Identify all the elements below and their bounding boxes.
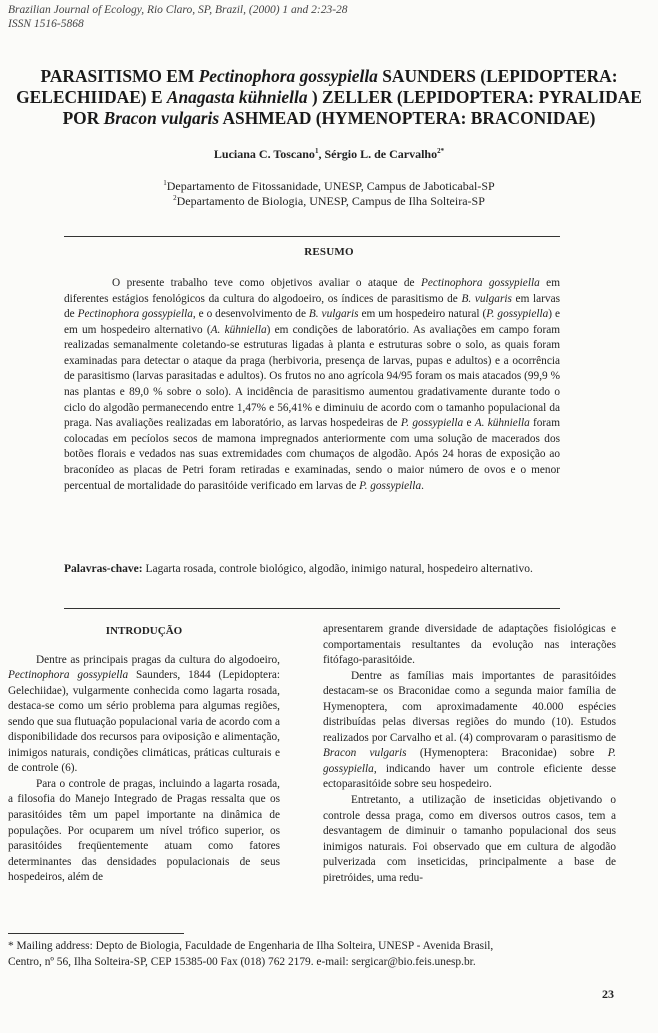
intro-heading: INTRODUÇÃO	[105, 625, 183, 637]
title-line-2: GELECHIIDAE) E Anagasta kühniella ) ZELLER (LEPIDOPTERA: PYRALIDAE	[16, 87, 642, 107]
abstract-bottom-rule	[64, 608, 560, 609]
issn: ISSN 1516-5868	[8, 18, 84, 30]
left-column	[8, 624, 280, 886]
abstract-heading: RESUMO	[304, 246, 354, 258]
author-1: Luciana C. Toscano	[213, 147, 315, 161]
abstract-text: O presente trabalho teve como objetivos avaliar o ataque de Pectinophora gossypiella em diferentes estágios fenológicos da cultura do algodoeiro, os índices de parasitismo de B. vulgaris em larvas de Pectinophora gossypiella, e o desenvolvimento de B. vulgaris em um hospedeiro natural (P. gossypiella) e em um hospedeiro alternativo (A. kühniella) em condições de laboratório. As avaliações em campo foram realizadas semanalmente coletando-se estruturas ligadas à planta e estruturas sobre o solo, as quais foram examinadas para detectar o ataque da praga (herbivoria, presença de larvas, pupas e adultos) e a ocorrência de parasitismo (larvas parasitadas e adultos). Os frutos no ano agrícola 94/95 foram os mais atacados (99,9 % nas plantas e 89,0 % sobre o solo). A incidência de parasitismo aumentou gradativamente durante todo o ciclo do algodão permanecendo entre 1,47% e 56,41% e diminuiu de acordo com o tamanho populacional da praga. Nas avaliações realizadas em laboratório, as larvas hospedeiras de P. gossypiella e A. kühniella foram colocadas em pecíolos secos de mamona impregnados anteriormente com uma solução de macerados dos botões florais e vedados nas suas extremidades com chumaços de algodão. Após 24 horas de exposição ao braconídeo as placas de Petri foram retiradas e examinadas, sendo o maior número de ovos e o menor percentual de mortalidade do parasitóide verificado em larvas de P. gossypiella.	[64, 277, 561, 492]
abstract-top-rule	[64, 236, 560, 237]
page-number: 23	[602, 987, 614, 1001]
intro-paragraph-1: Dentre as principais pragas da cultura do algodoeiro, Pectinophora gossypiella Saunders, 1844 (Lepidoptera: Gelechiidae), vulgarmente conhecida como lagarta rosada, destaca-se como um sério problema para algumas regiões, sendo que sua flutuação populacional varia de acordo com a disponibilidade dos recursos para oviposição e alimentação, inimigos naturais, condições climáticas, práticas culturais e de controle (6).	[8, 653, 280, 775]
title-line-3: POR Bracon vulgaris ASHMEAD (HYMENOPTERA: BRACONIDAE)	[62, 108, 596, 128]
affiliation-1: $^1$Departamento de Fitossanidade, UNESP, Campus de Jaboticabal-SP	[163, 179, 495, 193]
journal-citation: Brazilian Journal of Ecology, Rio Claro, SP, Brazil, (2000) 1 and 2:23-28	[8, 4, 348, 16]
keywords-text: Lagarta rosada, controle biológico, algodão, inimigo natural, hospedeiro alternativo.	[142, 563, 533, 575]
affiliation-2: $^2$Departamento de Biologia, UNESP, Campus de Ilha Solteira-SP	[173, 194, 485, 208]
title-line-1: PARASITISMO EM Pectinophora gossypiella SAUNDERS (LEPIDOPTERA:	[40, 66, 618, 86]
footnote-line-1: * Mailing address: Depto de Biologia, Faculdade de Engenharia de Ilha Solteira, UNESP - Avenida Brasil,	[8, 940, 494, 952]
keywords	[64, 561, 560, 577]
affiliations	[0, 179, 658, 209]
footnote-rule	[8, 933, 184, 934]
intro-paragraph-4: Entretanto, a utilização de inseticidas objetivando o controle dessa praga, como em diversos outros casos, tem a desvantagem de diminuir o tamanho populacional dos seus inimigos naturais. Foi observado que em cultura de algodão pulverizada com inseticidas, principalmente a base de piretróides, uma redu-	[323, 794, 616, 884]
intro-paragraph-3: Dentre as famílias mais importantes de parasitóides destacam-se os Braconidae como a segunda maior família de Hymenoptera, com aproximadamente 40.000 espécies distribuídas pelas diversas regiões do mundo (10). Estudos realizados por Carvalho et al. (4) comprovaram o parasitismo de Bracon vulgaris (Hymenoptera: Braconidae) sobre P. gossypiella, indicando haver um controle eficiente desse ectoparasitóide sobre seu hospedeiro.	[323, 669, 616, 791]
paper-title	[10, 66, 648, 129]
keywords-label: Palavras-chave:	[64, 563, 143, 575]
author-2: Sérgio L. de Carvalho	[324, 147, 438, 161]
journal-header	[8, 3, 348, 31]
abstract-body	[64, 276, 560, 494]
footnote	[8, 938, 608, 970]
right-column	[323, 622, 616, 886]
footnote-line-2: Centro, nº 56, Ilha Solteira-SP, CEP 15385-00 Fax (018) 762 2179. e-mail: sergicar@bio.feis.unesp.br.	[8, 956, 476, 968]
intro-paragraph-2: Para o controle de pragas, incluindo a lagarta rosada, a filosofia do Manejo Integrado de Pragas ressalta que os parasitóides têm um papel importante na dinâmica de populações. Por ocuparem um nível trófico superior, os parasitóides freqüentemente atuam como fatores determinantes das densidades populacionais de seus hospedeiros, além de	[8, 777, 280, 884]
intro-paragraph-continued: apresentarem grande diversidade de adaptações fisiológicas e comportamentais resultantes da evolução nas interações fitófago-parasitóide.	[323, 623, 616, 667]
author-list: Luciana C. Toscano$^1$, Sérgio L. de Carvalho$^{2*}$	[213, 147, 445, 161]
